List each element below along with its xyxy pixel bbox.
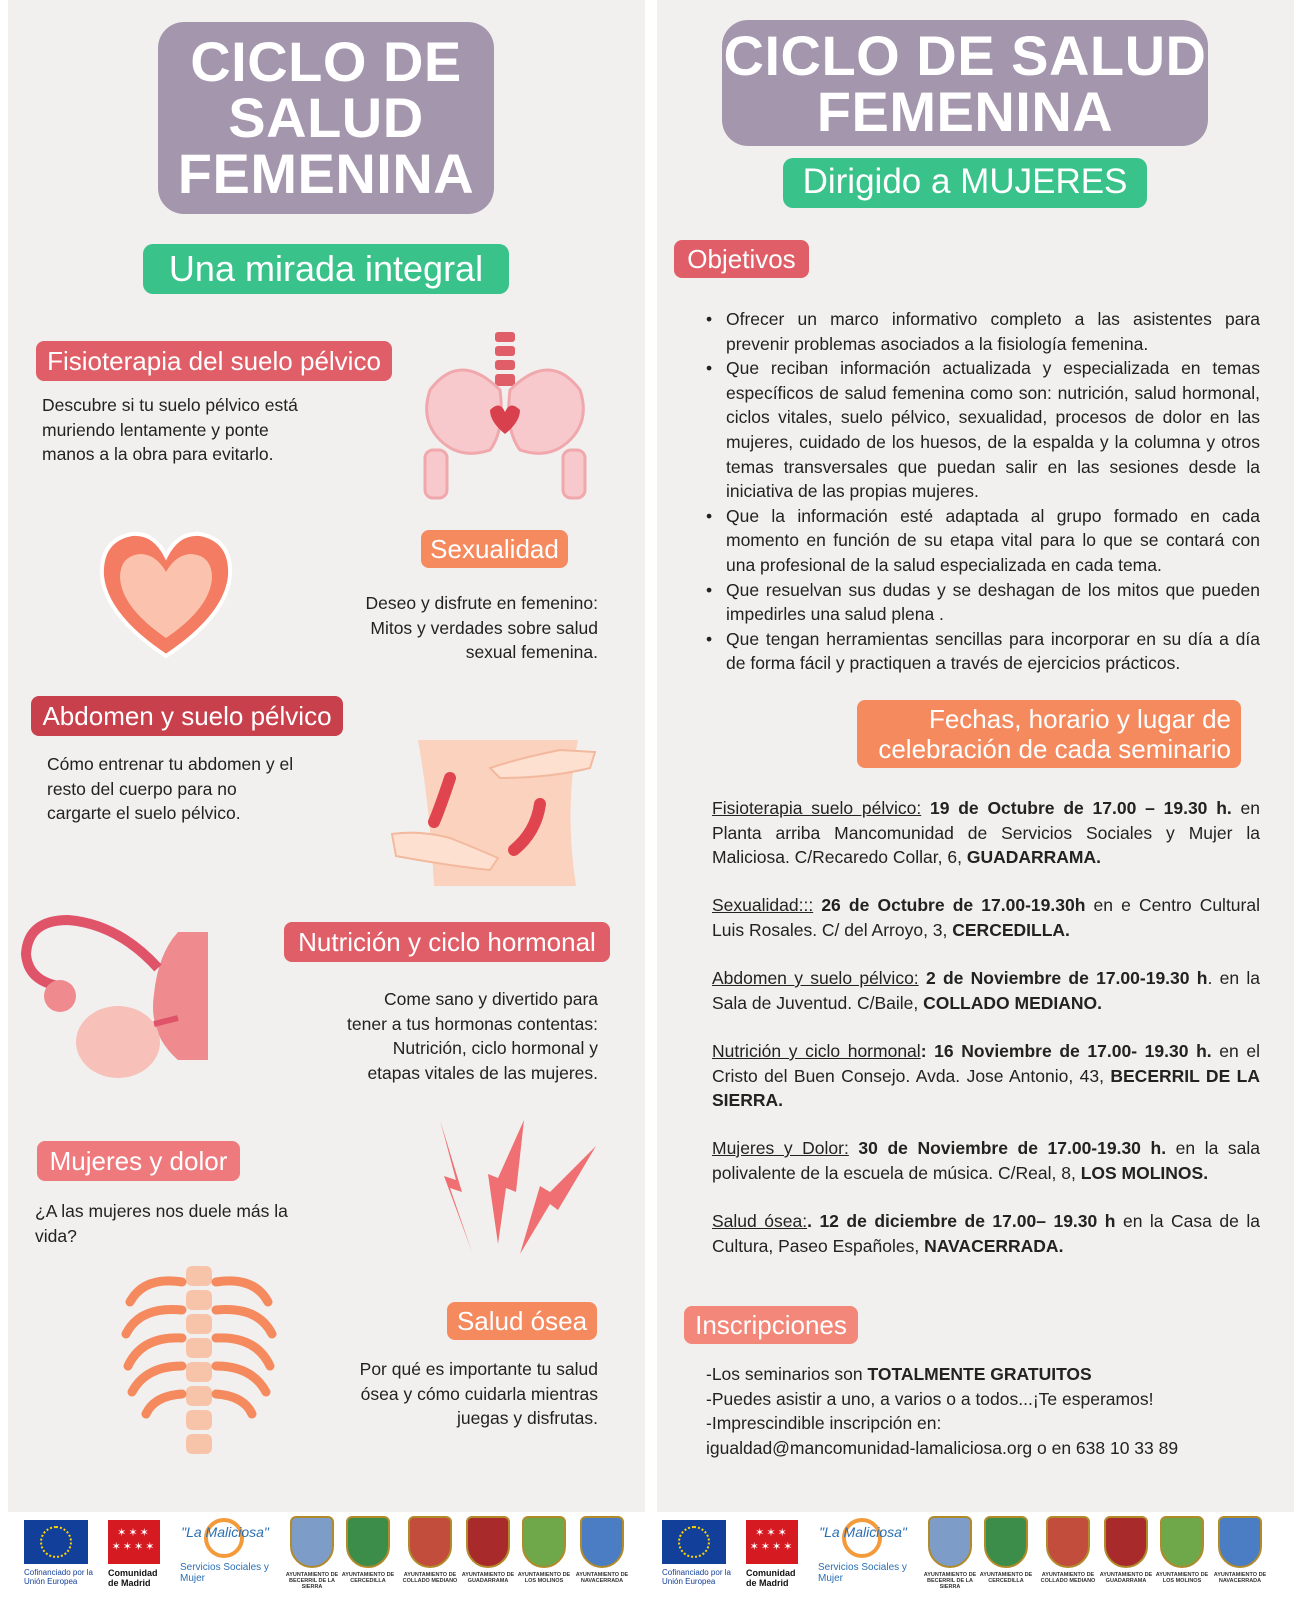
ovary-illustration <box>18 914 208 1084</box>
crest-becerril <box>928 1516 972 1568</box>
maliciosa-logo: "La Maliciosa" Servicios Sociales y Mujer <box>170 1516 280 1580</box>
crest-guadarrama <box>1104 1516 1148 1568</box>
topic-text-salud-osea: Por qué es importante tu salud ósea y cómo cuidarla mientras juegas y disfrutas. <box>359 1359 598 1428</box>
topic-label-nutricion: Nutrición y ciclo hormonal <box>284 922 610 962</box>
left-title: CICLO DE SALUD FEMENINA <box>158 22 494 214</box>
crest-guadarrama <box>466 1516 510 1568</box>
topic-label-salud-osea: Salud ósea <box>447 1302 597 1340</box>
spine-ribs-illustration <box>120 1262 280 1462</box>
objective-item: • Que resuelvan sus dudas y se deshagan de los mitos que pueden impedirles una salud plena . <box>712 578 1260 627</box>
left-subtitle: Una mirada integral <box>143 244 509 294</box>
objective-item: • Que reciban información actualizada y especializada en temas específicos de salud femenina como son: nutrición, salud hormonal, ciclos vitales, suelo pélvico, sexualidad, procesos de dolor en las mujeres, cuidado de los huesos, de la espalda y la columna y otros temas transversales que puedan salir en las sesiones desde la iniciativa de las propias mujeres. <box>712 356 1260 504</box>
right-title: CICLO DE SALUD FEMENINA <box>722 20 1208 146</box>
topic-text-sexualidad: Deseo y disfrute en femenino: Mitos y verdades sobre salud sexual femenina. <box>365 593 598 662</box>
footer-right: Cofinanciado por la Unión Europea ✶✶✶ ✶✶✶✶ Comunidad de Madrid "La Maliciosa" Servicios Sociales y Mujer AYUNTAMIENTO DE BECERRIL DE LA SIERRA AYUNTAMIENTO DE CERCEDILLA AYUNTAMIENTO DE COLLADO MEDIANO AYUNTAMIENTO DE GUADARRAMA AYUNTAMIENTO DE LOS MOLINOS AYUNTAMIENTO DE NAVACERRADA <box>650 1512 1300 1600</box>
event-fisioterapia: Fisioterapia suelo pélvico: 19 de Octubre de 17.00 – 19.30 h. en Planta arriba Mancomunidad de Servicios Sociales y Mujer la Maliciosa. C/Recaredo Collar, 6, GUADARRAMA. <box>712 798 1260 868</box>
crest-cercedilla <box>984 1516 1028 1568</box>
pain-lightning-illustration <box>428 1116 600 1256</box>
topic-text-dolor: ¿A las mujeres nos duele más la vida? <box>35 1201 288 1246</box>
madrid-flag-logo: ✶✶✶ ✶✶✶✶ <box>108 1520 160 1564</box>
pelvis-illustration <box>420 330 590 502</box>
topic-label-fisioterapia: Fisioterapia del suelo pélvico <box>36 341 392 381</box>
crest-navacerrada <box>1218 1516 1262 1568</box>
objectives-label: Objetivos <box>674 240 809 278</box>
inscriptions-label: Inscripciones <box>684 1306 858 1344</box>
topic-label-sexualidad: Sexualidad <box>421 530 568 568</box>
objective-item: • Ofrecer un marco informativo completo a las asistentes para prevenir problemas asociados a la fisiología femenina. <box>712 307 1260 356</box>
crest-becerril <box>290 1516 334 1568</box>
eu-flag-logo <box>662 1520 726 1564</box>
topic-text-abdomen: Cómo entrenar tu abdomen y el resto del cuerpo para no cargarte el suelo pélvico. <box>47 754 294 823</box>
right-subtitle: Dirigido a MUJERES <box>783 158 1147 208</box>
objectives-list <box>712 307 1260 676</box>
footer-left: Cofinanciado por la Unión Europea ✶✶✶ ✶✶✶✶ Comunidad de Madrid "La Maliciosa" Servicios Sociales y Mujer AYUNTAMIENTO DE BECERRIL DE LA SIERRA AYUNTAMIENTO DE CERCEDILLA AYUNTAMIENTO DE COLLADO MEDIANO AYUNTAMIENTO DE GUADARRAMA AYUNTAMIENTO DE LOS MOLINOS AYUNTAMIENTO DE NAVACERRADA <box>0 1512 650 1600</box>
crest-cercedilla <box>346 1516 390 1568</box>
crest-collado-mediano <box>408 1516 452 1568</box>
objective-item: • Que la información esté adaptada al grupo formado en cada momento en función de su etapa vital para lo que se contará con una profesional de la salud especializada en cada tema. <box>712 504 1260 578</box>
madrid-flag-logo: ✶✶✶ ✶✶✶✶ <box>746 1520 798 1564</box>
contact-email: igualdad@mancomunidad-lamaliciosa.org o en 638 10 33 89 <box>706 1437 1179 1458</box>
heart-illustration <box>96 526 236 660</box>
event-salud-osea: Salud ósea:. 12 de diciembre de 17.00– 19.30 h en la Casa de la Cultura, Paseo Españoles, NAVACERRADA. <box>712 1211 1260 1256</box>
crest-collado-mediano <box>1046 1516 1090 1568</box>
event-dolor: Mujeres y Dolor: 30 de Noviembre de 17.00-19.30 h. en la sala polivalente de la escuela de música. C/Real, 8, LOS MOLINOS. <box>712 1138 1260 1183</box>
topic-text-fisioterapia: Descubre si tu suelo pélvico está muriendo lentamente y ponte manos a la obra para evitarlo. <box>42 395 298 464</box>
inscriptions-text: -Los seminarios son TOTALMENTE GRATUITOS -Puedes asistir a uno, a varios o a todos...¡Te esperamos! -Imprescindible inscripción en: igualdad@mancomunidad-lamaliciosa.org o en 638 10 33 89 <box>706 1362 1266 1460</box>
objective-item: • Que tengan herramientas sencillas para incorporar en su día a día de forma fácil y practiquen a través de ejercicios prácticos. <box>712 627 1260 676</box>
crest-los-molinos <box>1160 1516 1204 1568</box>
maliciosa-logo: "La Maliciosa" Servicios Sociales y Mujer <box>808 1516 918 1580</box>
eu-caption: Cofinanciado por la Unión Europea <box>24 1568 93 1586</box>
dates-label: Fechas, horario y lugar de celebración de cada seminario <box>857 700 1241 768</box>
event-abdomen: Abdomen y suelo pélvico: 2 de Noviembre de 17.00-19.30 h. en la Sala de Juventud. C/Baile, COLLADO MEDIANO. <box>712 968 1260 1013</box>
crest-navacerrada <box>580 1516 624 1568</box>
madrid-caption: Comunidad de Madrid <box>108 1568 158 1588</box>
abdomen-illustration <box>390 738 600 888</box>
crest-los-molinos <box>522 1516 566 1568</box>
event-nutricion: Nutrición y ciclo hormonal: 16 Noviembre de 17.00- 19.30 h. en el Cristo del Buen Consejo. Avda. Jose Antonio, 43, BECERRIL DE LA SIERRA. <box>712 1041 1260 1111</box>
eu-flag-logo <box>24 1520 88 1564</box>
topic-text-nutricion: Come sano y divertido para tener a tus hormonas contentas: Nutrición, ciclo hormonal y etapas vitales de las mujeres. <box>347 989 598 1083</box>
topic-label-dolor: Mujeres y dolor <box>37 1141 240 1181</box>
topic-label-abdomen: Abdomen y suelo pélvico <box>31 696 343 736</box>
event-sexualidad: Sexualidad::: 26 de Octubre de 17.00-19.30h en e Centro Cultural Luis Rosales. C/ del Arroyo, 3, CERCEDILLA. <box>712 895 1260 940</box>
